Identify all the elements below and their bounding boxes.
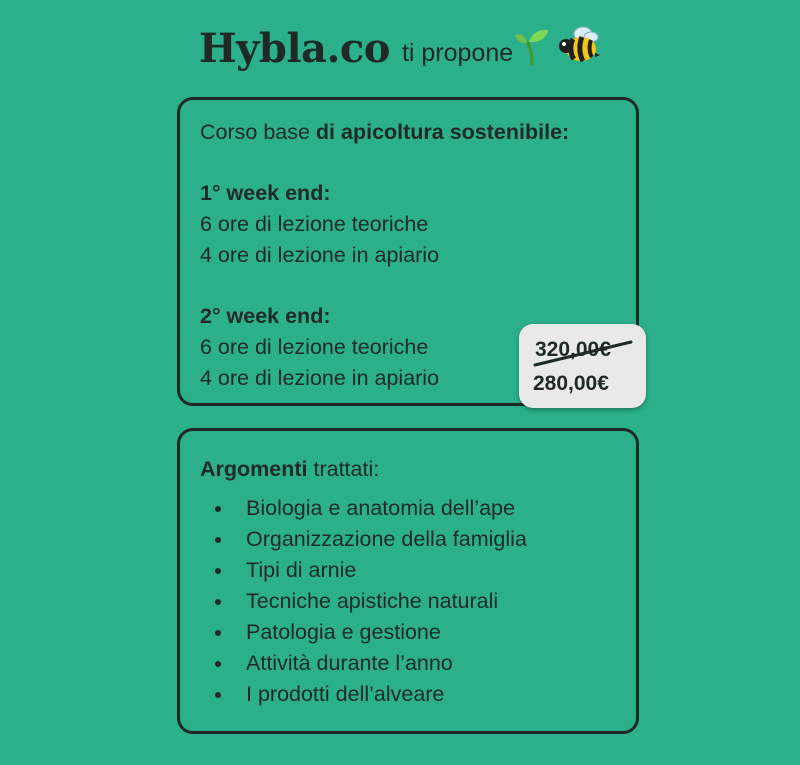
bullet-dot-icon: [215, 537, 221, 543]
brand-logo-text: Hybla.co: [198, 25, 390, 72]
list-item: [198, 555, 527, 586]
course-intro: [200, 118, 569, 146]
list-item: [198, 648, 527, 679]
list-item: [198, 679, 527, 710]
list-item: [198, 586, 527, 617]
topics-card: [177, 428, 639, 734]
old-price: 320,00€: [535, 338, 611, 361]
bullet-dot-icon: [215, 661, 221, 667]
new-price: 280,00€: [533, 372, 609, 395]
weekend1-line: 4 ore di lezione in apiario: [200, 243, 440, 267]
topics-title: [200, 455, 379, 483]
list-item-text: Tecniche apistiche naturali: [246, 589, 499, 613]
seedling-icon: [515, 26, 549, 71]
list-item-text: Attività durante l’anno: [246, 651, 453, 675]
course-intro-bold: di apicoltura sostenibile:: [315, 120, 570, 144]
bullet-dot-icon: [215, 692, 221, 698]
list-item: [198, 493, 527, 524]
topics-list: [198, 493, 527, 710]
list-item: [198, 617, 527, 648]
bullet-dot-icon: [215, 568, 221, 574]
course-intro-plain: Corso base: [200, 120, 316, 144]
list-item-text: I prodotti dell’alveare: [246, 682, 445, 706]
list-item-text: Patologia e gestione: [246, 620, 441, 644]
bullet-dot-icon: [215, 506, 221, 512]
bullet-dot-icon: [215, 630, 221, 636]
list-item-text: Tipi di arnie: [246, 558, 357, 582]
topics-title-bold: Argomenti: [200, 457, 308, 481]
topics-title-plain: trattati:: [307, 457, 380, 481]
price-tag: [519, 324, 646, 408]
strikethrough-line: [531, 332, 641, 372]
weekend1-line: 6 ore di lezione teoriche: [200, 212, 429, 236]
bullet-dot-icon: [215, 599, 221, 605]
header: [0, 22, 800, 73]
weekend1-title: 1° week end:: [200, 181, 331, 205]
tagline: ti propone: [401, 39, 514, 67]
weekend2-title: 2° week end:: [200, 304, 331, 328]
list-item: [198, 524, 527, 555]
list-item-text: Organizzazione della famiglia: [246, 527, 527, 551]
bee-icon: [557, 22, 601, 71]
weekend2-line: 6 ore di lezione teoriche: [200, 335, 429, 359]
weekend2-line: 4 ore di lezione in apiario: [200, 366, 440, 390]
list-item-text: Biologia e anatomia dell’ape: [246, 496, 515, 520]
